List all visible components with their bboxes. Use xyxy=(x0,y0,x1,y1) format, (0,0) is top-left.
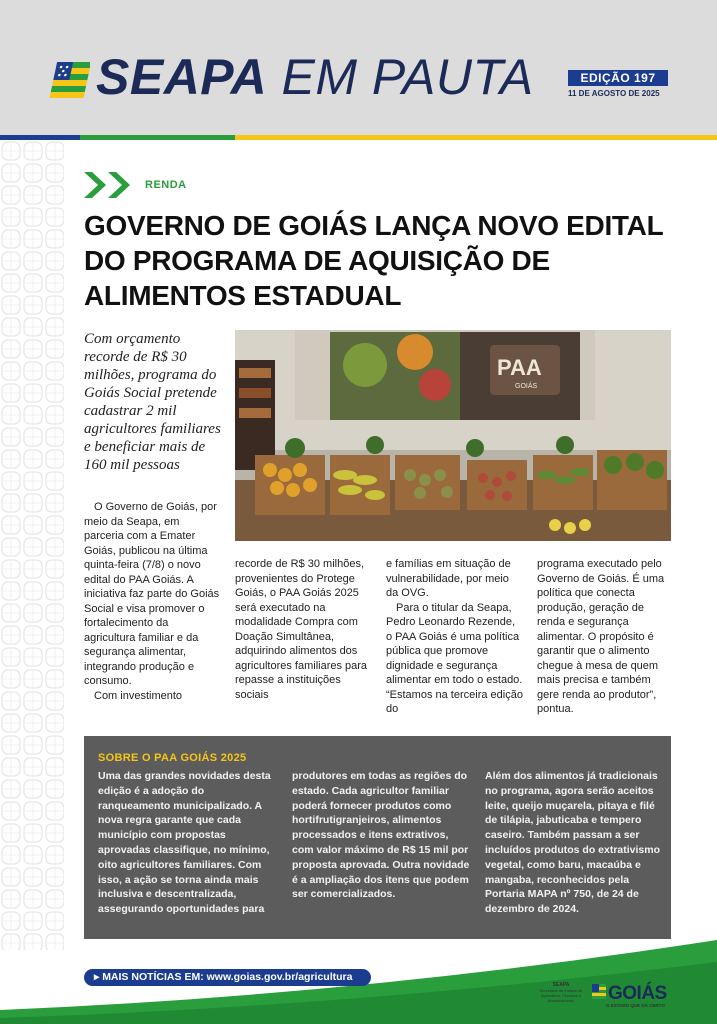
goias-flag-icon xyxy=(48,58,90,100)
goias-slogan: O ESTADO QUE DÁ CERTO xyxy=(606,1003,665,1008)
article-column-4 xyxy=(537,557,675,717)
article-column-3 xyxy=(386,557,524,717)
paragraph-continued: e famílias em situação de vulnerabilidade, por meio da OVG. xyxy=(386,558,511,599)
publication-title xyxy=(96,48,534,106)
decorative-pattern xyxy=(0,140,64,950)
paragraph: O Governo de Goiás, por meio da Seapa, em parceria com a Emater Goiás, publicou na última quinta-feira (7/8) o novo edital do PAA Goiás. A iniciativa faz parte do Goiás Social e visa promover o fortalecimento da agricultura familiar e da segurança alimentar, integrando produção e consumo. xyxy=(84,501,220,687)
edition-badge: EDIÇÃO 197 xyxy=(568,70,668,86)
paragraph: Com investimento xyxy=(94,689,183,702)
brand-bold: SEAPA xyxy=(96,49,268,105)
article-column-2 xyxy=(235,557,373,702)
article-column-1 xyxy=(84,500,222,703)
info-box-title: SOBRE O PAA GOIÁS 2025 xyxy=(98,752,247,764)
banner-subtext: GOIÁS xyxy=(515,383,538,390)
paragraph: Para o titular da Seapa, Pedro Leonardo Rezende, o PAA Goiás é uma política pública que promove dignidade e segurança alimentar em todo o estado. “Estamos na terceira edição do xyxy=(386,601,523,715)
masthead xyxy=(0,0,717,135)
info-box-column-3: Além dos alimentos já tradicionais no programa, agora serão aceitos leite, queijo muçarela, pitaya e filé de tilápia, jabuticaba e tempero caseiro. Também passam a ser incluídos produtos do extrativismo vegetal, como baru, macaúba e mangaba, reconhecidos pela Portaria MAPA nº 750, de 24 de dezembro de 2024. xyxy=(485,770,661,916)
stripe-green xyxy=(80,135,235,140)
paragraph-continued: programa executado pelo Governo de Goiás. É uma política que conecta produção, geração de renda e segurança alimentar. O propósito é garantir que o alimento chegue à mesa de quem mais precisa e também gere renda ao produtor”, pontua. xyxy=(537,558,665,715)
info-box-column-2: produtores em todas as regiões do estado. Cada agricultor familiar poderá fornecer produtos como hortifrutigranjeiros, alimentos processados e itens extrativos, com valor máximo de R$ 15 mil por proposta aprovada. Outra novidade é a ampliação dos itens que podem ser comercializados. xyxy=(292,770,470,901)
seapa-footer-title: SEAPA xyxy=(552,982,570,988)
market-photo xyxy=(235,330,671,541)
edition-date: 11 DE AGOSTO DE 2025 xyxy=(568,89,660,98)
stripe-yellow xyxy=(235,135,717,140)
banner-text: PAA xyxy=(497,355,542,380)
double-chevron-icon xyxy=(84,172,136,198)
lead-paragraph: Com orçamento recorde de R$ 30 milhões, programa do Goiás Social pretende cadastrar 2 mil agricultores familiares e beneficiar mais de 160 mil pessoas xyxy=(84,331,221,473)
section-tag: RENDA xyxy=(145,179,187,191)
seapa-footer-text: Secretaria de Estado de Agricultura, Pecuária e Abastecimento xyxy=(539,988,583,1003)
goias-logo-text: GOIÁS xyxy=(608,983,667,1004)
brand-light: EM PAUTA xyxy=(281,49,534,105)
more-news-link[interactable]: ▸ MAIS NOTÍCIAS EM: www.goias.gov.br/agricultura xyxy=(84,969,371,986)
info-box-column-1: Uma das grandes novidades desta edição é a adoção do ranqueamento municipalizado. A nova regra garante que cada município com propostas aprovadas classifique, no mínimo, oito agricultores familiares. Com isso, a ação se torna ainda mais inclusiva e descentralizada, assegurando oportunidades para xyxy=(98,770,271,916)
seapa-footer-logo xyxy=(536,983,586,1003)
paragraph-continued: recorde de R$ 30 milhões, provenientes do Protege Goiás, o PAA Goiás 2025 será executado na modalidade Compra com Doação Simultânea, adquirindo alimentos dos agricultores familiares para repasse a instituições sociais xyxy=(235,558,368,701)
info-box xyxy=(84,736,671,939)
headline: GOVERNO DE GOIÁS LANÇA NOVO EDITAL DO PROGRAMA DE AQUISIÇÃO DE ALIMENTOS ESTADUAL xyxy=(84,210,663,311)
